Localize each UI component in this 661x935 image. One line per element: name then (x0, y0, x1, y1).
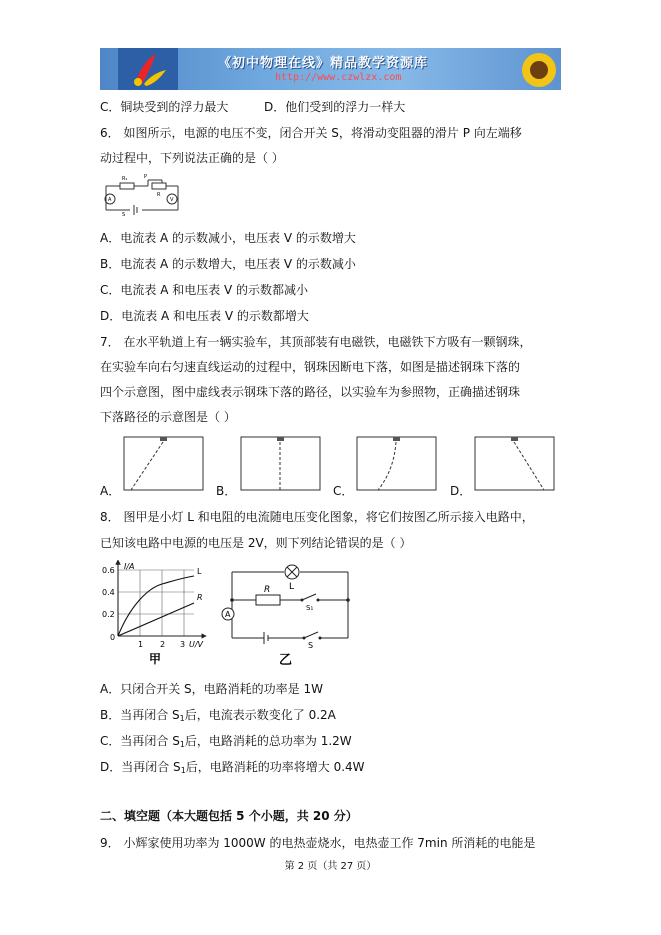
q6-option-d: D．电流表 A 和电压表 V 的示数都增大 (100, 309, 309, 323)
q7-label-b: B． (216, 484, 237, 498)
banner-url[interactable]: http://www.czwlzx.com (275, 72, 402, 83)
q8-graph-curve-r-label: R (197, 593, 203, 602)
q8-circuit-label-s1: S₁ (306, 604, 314, 612)
q6-fig-label-a: A (108, 197, 112, 203)
q7-label-a: A． (100, 484, 121, 498)
q8-option-d-pre: D．当再闭合 S (100, 760, 181, 774)
q8-option-c-pre: C．当再闭合 S (100, 734, 180, 748)
q8-graph-ytick-0: 0 (110, 633, 116, 642)
q9-stem-line1: 9． 小辉家使用功率为 1000W 的电热壶烧水，电热壶工作 7min 所消耗的电能是 (100, 836, 536, 850)
q7-stem-line1: 7． 在水平轨道上有一辆实验车，其顶部装有电磁铁，电磁铁下方吸有一颗钢珠， (100, 335, 532, 349)
header-banner (100, 48, 561, 90)
q6-circuit-figure (100, 170, 182, 218)
q8-graph-xtick-1: 1 (138, 640, 144, 649)
q6-fig-label-r1: R₁ (122, 176, 128, 182)
q8-circuit-label-a: A (225, 610, 231, 619)
q7-label-d: D． (450, 484, 472, 498)
q7-diagram-d (474, 436, 556, 492)
q8-option-a: A．只闭合开关 S，电路消耗的功率是 1W (100, 682, 323, 696)
banner-title: 《初中物理在线》精品教学资源库 (218, 56, 429, 71)
q8-circuit-caption: 乙 (279, 653, 293, 668)
q6-fig-label-v: V (170, 197, 174, 203)
q8-option-c (100, 733, 352, 753)
q8-option-d (100, 759, 365, 779)
q8-option-b-post: 后，电流表示数变化了 0.2A (184, 708, 336, 722)
q6-fig-label-r2: R (157, 192, 161, 198)
q6-stem-line1: 6． 如图所示，电源的电压不变，闭合开关 S，将滑动变阻器的滑片 P 向左端移 (100, 126, 522, 140)
q8-option-b-pre: B．当再闭合 S (100, 708, 180, 722)
section-2-heading: 二、填空题（本大题包括 5 个小题，共 20 分） (100, 809, 358, 823)
q8-graph-caption: 甲 (149, 652, 162, 666)
q8-graph-curve-l-label: L (197, 567, 202, 576)
q6-option-b: B．电流表 A 的示数增大，电压表 V 的示数减小 (100, 257, 356, 271)
q6-fig-label-s: S (122, 212, 126, 218)
page-footer: 第 2 页（共 27 页） (284, 861, 377, 872)
q8-graph-ytick-04: 0.4 (102, 588, 115, 597)
q8-option-d-post: 后，电路消耗的功率将增大 0.4W (185, 760, 365, 774)
q8-circuit-label-r: R (264, 585, 271, 595)
q6-option-c: C．电流表 A 和电压表 V 的示数都减小 (100, 283, 309, 297)
q8-graph-figure (100, 560, 212, 668)
q8-stem-line2: 已知该电路中电源的电压是 2V，则下列结论错误的是（ ） (100, 536, 412, 550)
q8-option-b-sub: 1 (179, 714, 185, 723)
q8-option-c-sub: 1 (179, 740, 185, 749)
q8-circuit-label-s: S (308, 641, 314, 650)
q7-stem-line3: 四个示意图，图中虚线表示钢珠下落的路径，以实验车为参照物，正确描述钢珠 (100, 385, 521, 399)
q6-fig-label-p: P (144, 174, 148, 180)
q6-stem-line2: 动过程中，下列说法正确的是（ ） (100, 151, 284, 165)
q8-option-c-post: 后，电路消耗的总功率为 1.2W (184, 734, 352, 748)
sunflower-icon (501, 48, 561, 90)
q8-graph-ylabel: I/A (124, 562, 135, 571)
q5-option-d: D．他们受到的浮力一样大 (264, 100, 406, 114)
q7-stem-line4: 下落路径的示意图是（ ） (100, 410, 236, 424)
q7-diagram-a (123, 436, 205, 492)
q8-circuit-label-l: L (289, 582, 295, 592)
q8-option-d-sub: 1 (180, 766, 186, 775)
q5-option-c: C．铜块受到的浮力最大 (100, 100, 229, 114)
q7-diagram-c (356, 436, 438, 492)
q7-label-c: C． (333, 484, 354, 498)
q8-graph-ytick-06: 0.6 (102, 566, 115, 575)
q6-option-a: A．电流表 A 的示数减小，电压表 V 的示数增大 (100, 231, 356, 245)
logo-icon (118, 48, 178, 90)
q8-graph-xtick-2: 2 (160, 640, 166, 649)
q7-stem-line2: 在实验车向右匀速直线运动的过程中，钢珠因断电下落，如图是描述钢珠下落的 (100, 360, 521, 374)
q8-graph-ytick-02: 0.2 (102, 610, 115, 619)
q7-diagram-b (240, 436, 322, 492)
q8-circuit-figure (220, 562, 352, 668)
q8-stem-line1: 8． 图甲是小灯 L 和电阻的电流随电压变化图象，将它们按图乙所示接入电路中， (100, 510, 534, 524)
q8-graph-xlabel: U/V (189, 640, 204, 649)
q8-option-b (100, 707, 336, 727)
q8-graph-xtick-3: 3 (180, 640, 186, 649)
